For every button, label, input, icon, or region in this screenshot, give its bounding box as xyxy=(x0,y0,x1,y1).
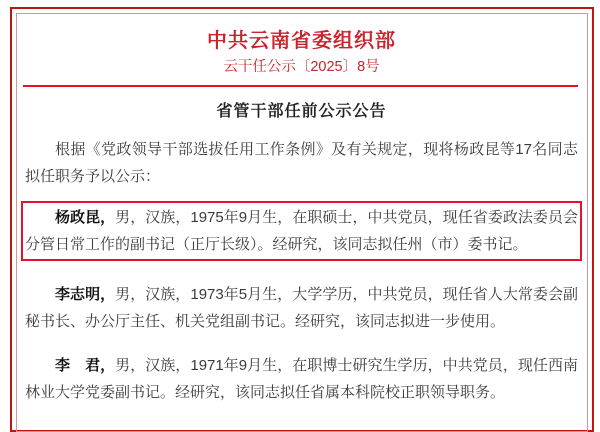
entry-text-lijun: 男，汉族，1971年9月生，在职博士研究生学历，中共党员，现任西南林业大学党委副书记。经研究，该同志拟任省属本科院校正职领导职务。 xyxy=(25,357,578,401)
entry-text-lizhiming: 男，汉族，1973年5月生，大学学历，中共党员，现任省人大常委会副秘书长、办公厅主任、机关党组副书记。经研究，该同志拟进一步使用。 xyxy=(25,286,578,330)
org-name-heading: 中共云南省委组织部 xyxy=(207,30,396,52)
entry-text-yangzhengkun: 男，汉族，1975年9月生，在职硕士，中共党员，现任省委政法委员会分管日常工作的副书记（正厅长级）。经研究，该同志拟任州（市）委书记。 xyxy=(25,209,578,253)
entry-name-yangzhengkun: 杨政昆， xyxy=(55,209,116,226)
highlighted-entry-box xyxy=(21,201,582,261)
entry-name-lijun: 李 君， xyxy=(55,357,116,374)
doc-title: 省管干部任前公示公告 xyxy=(216,103,387,120)
entry-name-lizhiming: 李志明， xyxy=(55,286,116,303)
entry-paragraph-lijun xyxy=(25,352,578,406)
entry-paragraph-yangzhengkun xyxy=(25,204,578,258)
document-content xyxy=(25,0,578,422)
entry-paragraph-lizhiming xyxy=(25,281,578,335)
intro-paragraph: 根据《党政领导干部选拔任用工作条例》及有关规定，现将杨政昆等17名同志拟任职务予以公示： xyxy=(25,141,578,185)
doc-number: 云干任公示〔2025〕8号 xyxy=(223,59,380,75)
header-divider-rule xyxy=(23,85,578,87)
